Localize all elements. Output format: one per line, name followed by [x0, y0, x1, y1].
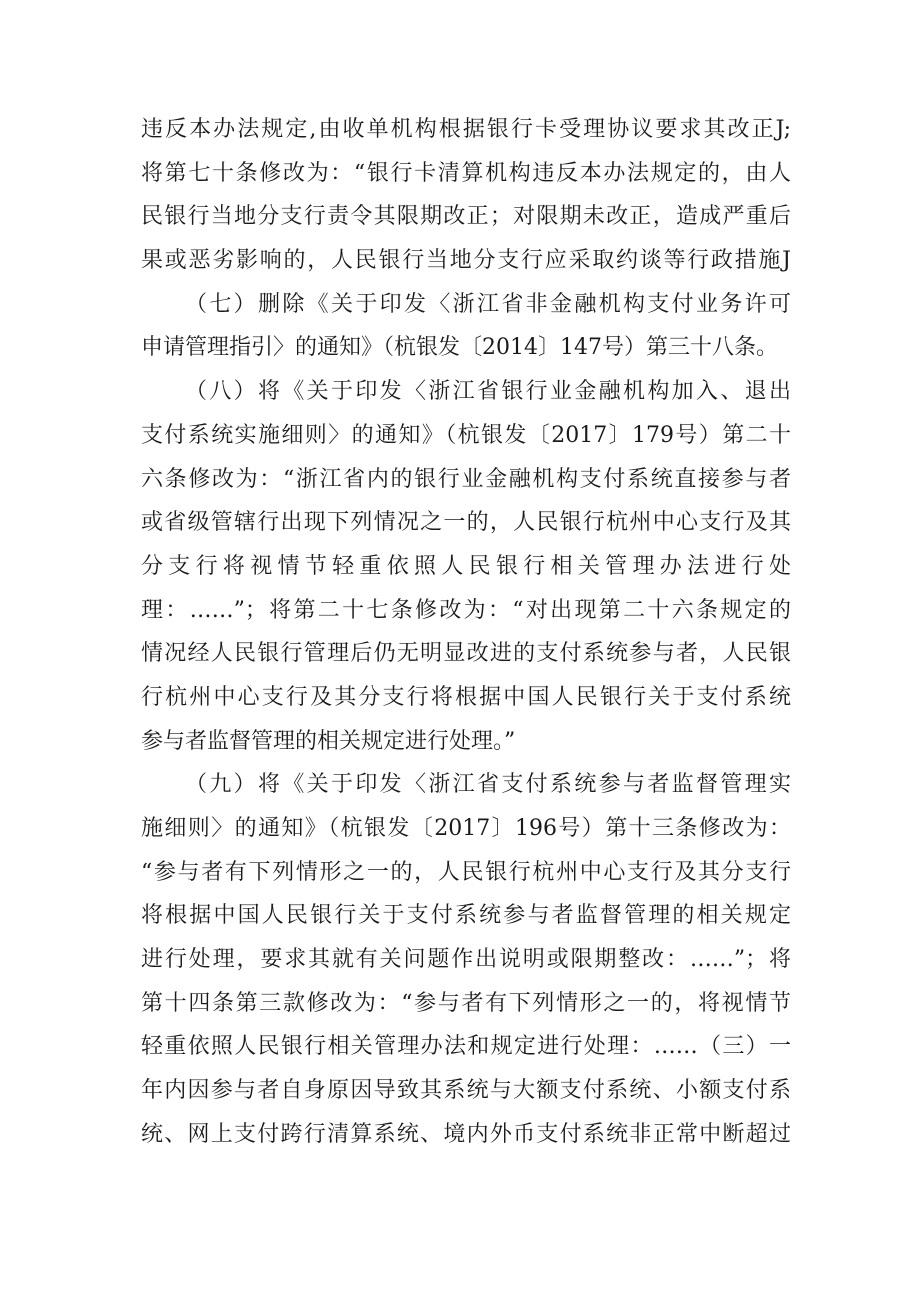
- text-line: 果或恶劣影响的，人民银行当地分支行应采取约谈等行政措施J: [141, 248, 791, 274]
- paragraph-7-start: （七）删除《关于印发〈浙江省非金融机构支付业务许可: [185, 291, 791, 317]
- text-line: 理：……”；将第二十七条修改为：“对出现第二十六条规定的: [141, 597, 791, 623]
- text-line: 轻重依照人民银行相关管理办法和规定进行处理：……（三）一: [141, 1034, 791, 1060]
- text-line: 行杭州中心支行及其分支行将根据中国人民银行关于支付系统: [141, 684, 791, 710]
- text-line: 民银行当地分支行责令其限期改正；对限期未改正，造成严重后: [141, 204, 791, 230]
- text-line: 分支行将视情节轻重依照人民银行相关管理办法进行处: [141, 553, 791, 579]
- paragraph-9-start: （九）将《关于印发〈浙江省支付系统参与者监督管理实: [185, 772, 791, 798]
- text-line: 将第七十条修改为：“银行卡清算机构违反本办法规定的，由人: [141, 160, 791, 186]
- document-body: [141, 108, 791, 1157]
- text-line: 支付系统实施细则〉的通知》（杭银发〔2017〕179号）第二十: [141, 422, 791, 448]
- text-line: 施细则〉的通知》（杭银发〔2017〕196号）第十三条修改为：: [141, 816, 791, 841]
- text-line: 统、网上支付跨行清算系统、境内外币支付系统非正常中断超过: [141, 1121, 791, 1147]
- text-line: 年内因参与者自身原因导致其系统与大额支付系统、小额支付系: [141, 1078, 791, 1104]
- text-line: 申请管理指引〉的通知》（杭银发〔2014〕147号）第三十八条。: [141, 335, 778, 361]
- text-line: 第十四条第三款修改为：“参与者有下列情形之一的，将视情节: [141, 990, 791, 1016]
- paragraph-8-start: （八）将《关于印发〈浙江省银行业金融机构加入、退出: [185, 379, 791, 405]
- text-line: 或省级管辖行出现下列情况之一的，人民银行杭州中心支行及其: [141, 510, 791, 536]
- text-line: 情况经人民银行管理后仍无明显改进的支付系统参与者，人民银: [141, 641, 791, 667]
- text-line: 参与者监督管理的相关规定进行处理。”: [141, 728, 516, 754]
- text-line: 将根据中国人民银行关于支付系统参与者监督管理的相关规定: [141, 903, 791, 929]
- text-line: “参与者有下列情形之一的，人民银行杭州中心支行及其分支行: [141, 859, 791, 885]
- text-line: 六条修改为：“浙江省内的银行业金融机构支付系统直接参与者: [141, 466, 791, 492]
- text-line: 进行处理，要求其就有关问题作出说明或限期整改：……”；将: [141, 947, 791, 973]
- text-line: 违反本办法规定,由收单机构根据银行卡受理协议要求其改正J;: [141, 117, 791, 142]
